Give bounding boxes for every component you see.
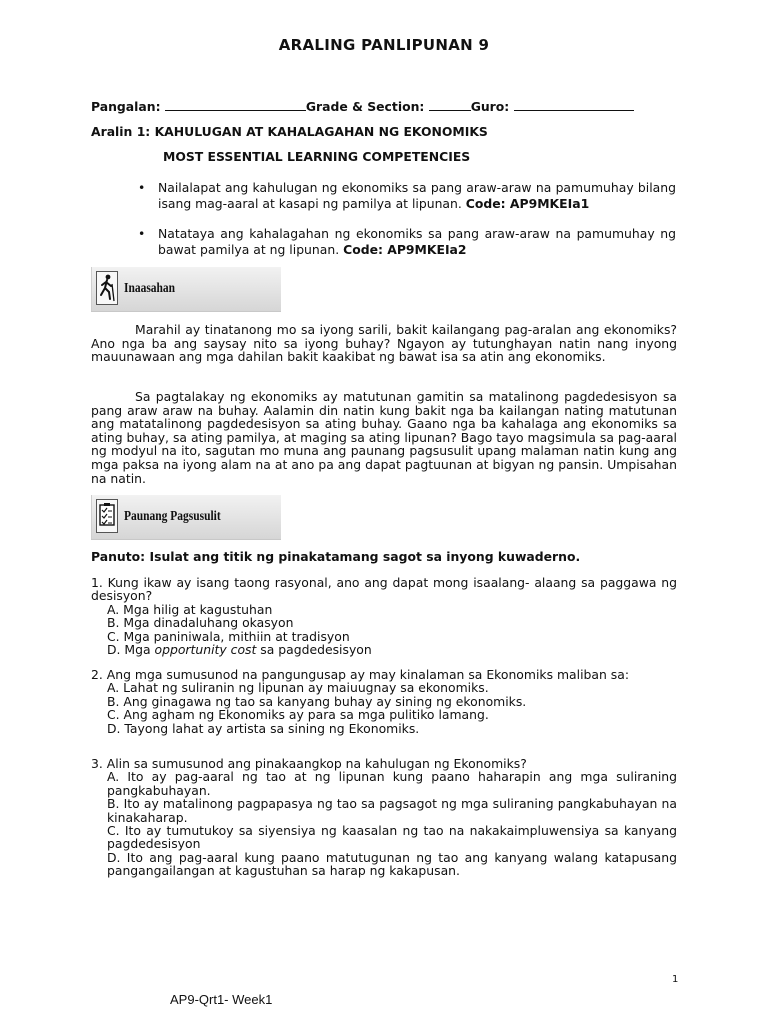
bullet-icon: • [138, 226, 146, 241]
document-title: ARALING PANLIPUNAN 9 [278, 36, 490, 54]
option-b: B. Ang ginagawa ng tao sa kanyang buhay ay sining ng ekonomiks. [107, 693, 527, 709]
option-d: D. Mga opportunity cost sa pagdedesisyon [107, 642, 372, 658]
question-stem: 1. Kung ikaw ay isang taong rasyonal, ano ang dapat mong isaalang- alaang sa paggawa ng desisyon? [91, 575, 677, 604]
question-1 [91, 576, 677, 656]
question-3 [91, 757, 677, 878]
page-number: 1 [672, 974, 679, 985]
question-stem: 3. Alin sa sumusunod ang pinakaangkop na kahulugan ng Ekonomiks? [91, 756, 527, 771]
teacher-blank [514, 99, 634, 111]
grade-section-blank [429, 99, 471, 111]
walking-person-icon [96, 271, 118, 305]
question-stem: 2. Ang mga sumusunod na pangungusap ay may kinalaman sa Ekonomiks maliban sa: [91, 667, 629, 682]
section-banner-pagsusulit [91, 495, 281, 539]
competency-code: Code: AP9MKEIa1 [465, 195, 590, 211]
inaasahan-paragraph: Marahil ay tinatanong mo sa iyong sarili, bakit kailangang pag-aralan ang ekonomiks? Ano nga ba ang saysay nito sa iyong buhay? Ngayon ay tutunghayan natin nang inyong mauunawaan ang mga dahilan bakit kaakibat ng bawat isa sa atin ang ekonomiks. [91, 322, 677, 365]
name-label: Pangalan: [91, 99, 161, 114]
option-c: C. Ang agham ng Ekonomiks ay para sa mga pulitiko lamang. [107, 707, 489, 723]
question-2 [91, 668, 677, 735]
option-c: C. Ito ay tumutukoy sa siyensiya ng kaasalan ng tao na nakakaimpluwensiya sa kanyang pagdedesisyon [107, 823, 677, 852]
student-info-line [91, 99, 634, 114]
competency-text: Nailalapat ang kahulugan ng ekonomiks sa pang araw-araw na pamumuhay bilang isang mag-aaral at kasapi ng pamilya at lipunan. [158, 180, 676, 211]
competency-code: Code: AP9MKEIa2 [343, 241, 467, 257]
option-a: A. Lahat ng suliranin ng lipunan ay maiuugnay sa ekonomiks. [107, 680, 489, 696]
inaasahan-paragraph: Sa pagtalakay ng ekonomiks ay matutunan gamitin sa matalinong pagdedesisyon sa pang araw araw na buhay. Aalamin din natin kung bakit nga ba kailangan nating matutunan ang matatalinong pagdedesisyon sa ating buhay. Gaano nga ba kahalaga ang ekonomiks sa ating buhay, sa ating pamilya, at maging sa ating lipunan? Bago tayo magsimula sa pag-aaral ng modyul na ito, sagutan mo muna ang paunang pagsusulit upang malaman natin kung ang mga paksa na iyong alam na at ano pa ang dapat pagtuunan at bigyan ng pansin. Umpisahan na natin. [91, 389, 677, 486]
teacher-label: Guro: [470, 99, 510, 114]
option-b: B. Mga dinadaluhang okasyon [107, 615, 294, 631]
option-b: B. Ito ay matalinong pagpapasya ng tao sa pagsagot ng mga suliraning pangkabuhayan na kinakaharap. [107, 796, 677, 825]
name-blank [165, 99, 306, 111]
section-label: Paunang Pagsusulit [124, 509, 221, 524]
lesson-title: Aralin 1: KAHULUGAN AT KAHALAGAHAN NG EKONOMIKS [91, 124, 488, 139]
option-d: D. Ito ang pag-aaral kung paano matutugunan ng tao ang kanyang walang katapusang pangangailangan at kagustuhan sa harap ng kakapusan. [107, 849, 677, 879]
option-c: C. Mga paniniwala, mithiin at tradisyon [107, 628, 350, 644]
panuto-instruction: Panuto: Isulat ang titik ng pinakatamang sagot sa inyong kuwaderno. [91, 549, 581, 564]
competency-text: Natataya ang kahalagahan ng ekonomiks sa pang araw-araw na pamumuhay ng bawat pamilya at ng lipunan. [158, 226, 676, 257]
option-a: A. Mga hilig at kagustuhan [107, 601, 273, 617]
option-a: A. Ito ay pag-aaral ng tao at ng lipunan kung paano haharapin ang mga suliraning pangkabuhayan. [107, 769, 677, 798]
competencies-heading: MOST ESSENTIAL LEARNING COMPETENCIES [163, 149, 471, 164]
option-d: D. Tayong lahat ay artista sa sining ng Ekonomiks. [107, 720, 420, 736]
checklist-icon [96, 499, 118, 533]
grade-section-label: Grade & Section: [305, 99, 425, 114]
bullet-icon: • [138, 180, 146, 195]
section-banner-inaasahan [91, 267, 281, 311]
section-label: Inaasahan [124, 281, 176, 296]
footer-label: AP9-Qrt1- Week1 [170, 992, 273, 1007]
